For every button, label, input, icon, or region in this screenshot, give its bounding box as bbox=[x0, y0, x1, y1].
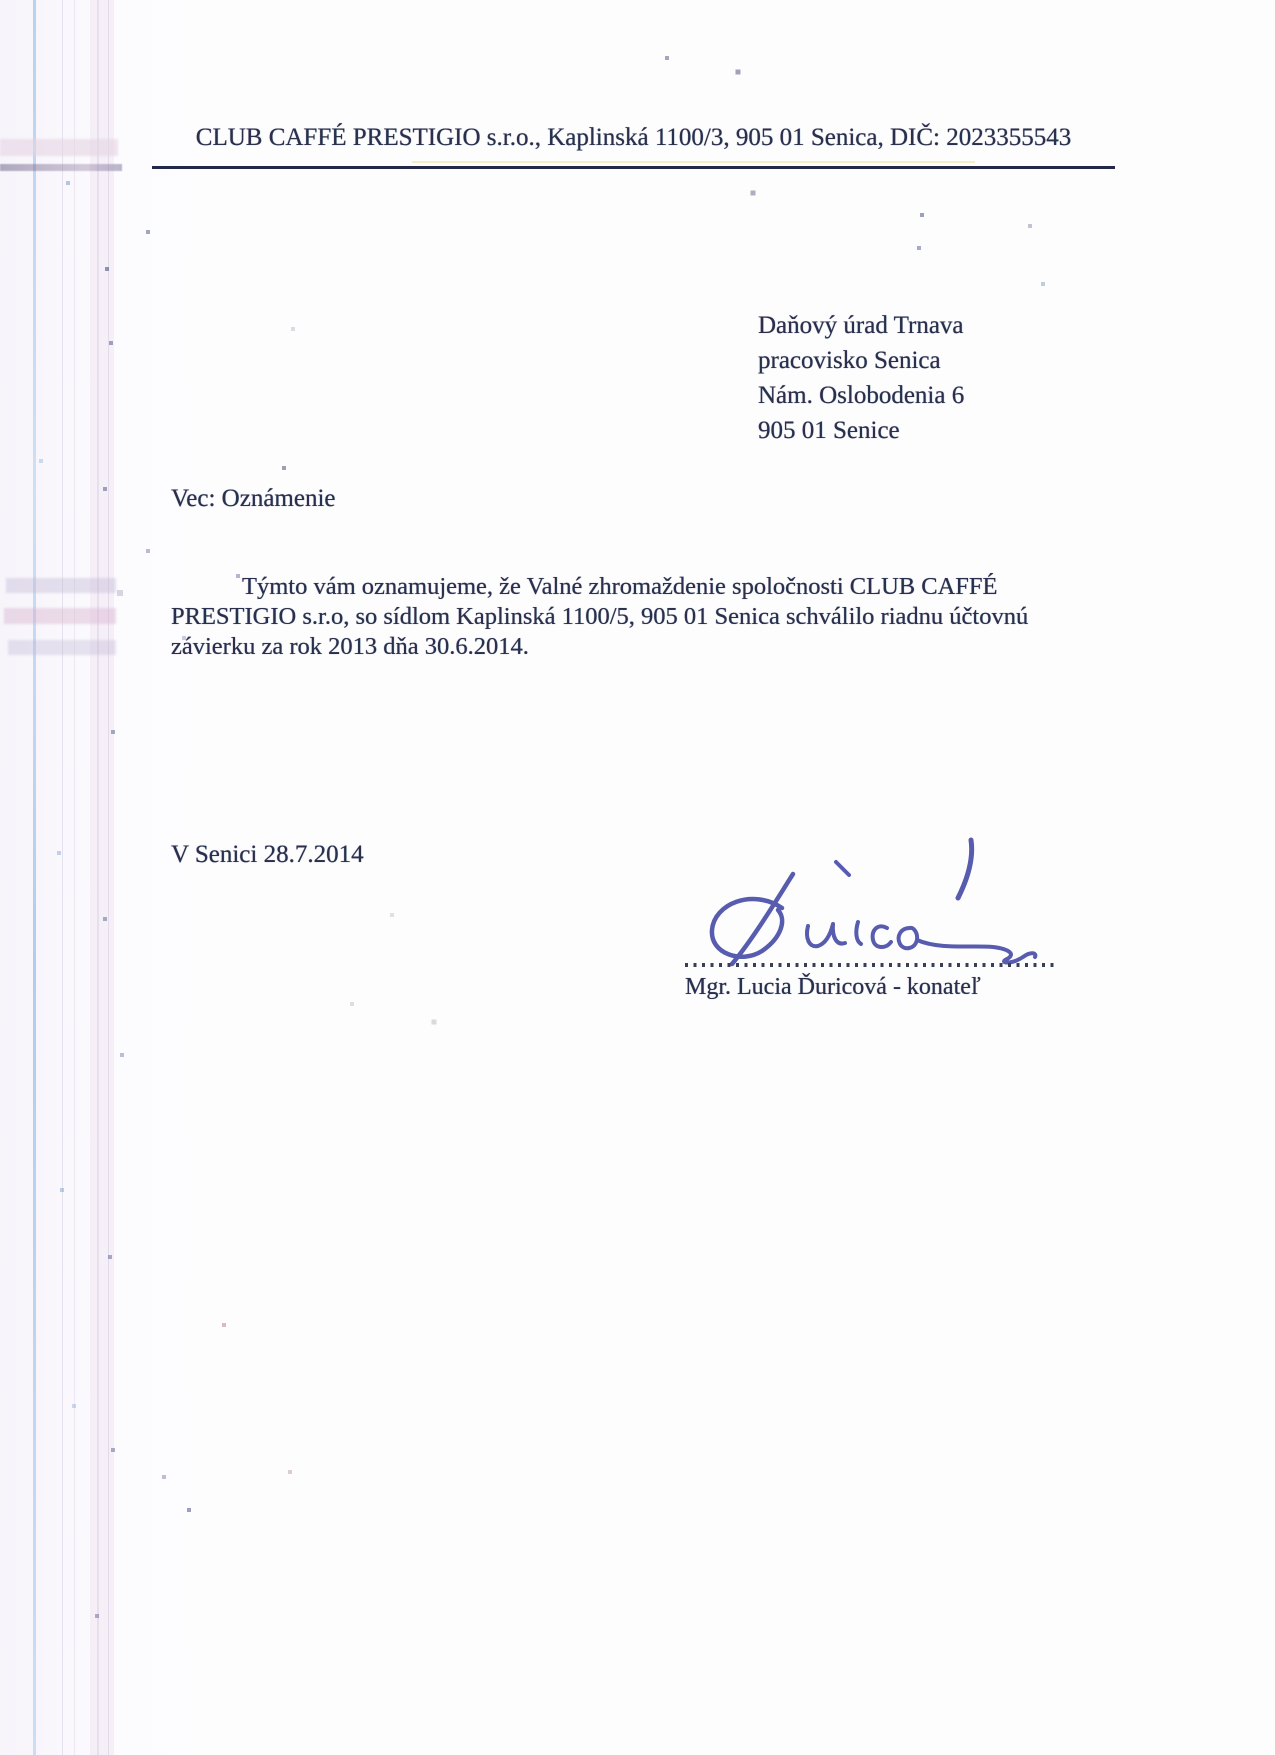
recipient-line: Nám. Oslobodenia 6 bbox=[758, 382, 965, 409]
scanner-smudge bbox=[0, 164, 122, 171]
body-line: Týmto vám oznamujeme, že Valné zhromaždenie spoločnosti CLUB CAFFÉ bbox=[242, 573, 998, 600]
scanner-smudge bbox=[6, 578, 116, 593]
recipient-line: 905 01 Senice bbox=[758, 417, 900, 444]
scanner-blue-line bbox=[33, 0, 36, 1755]
signature-dotted-line bbox=[685, 963, 1055, 967]
letterhead-company-line: CLUB CAFFÉ PRESTIGIO s.r.o., Kaplinská 1100/3, 905 01 Senica, DIČ: 2023355543 bbox=[152, 120, 1115, 169]
body-line: PRESTIGIO s.r.o, so sídlom Kaplinská 1100/5, 905 01 Senica schválilo riadnu účtovnú bbox=[171, 603, 1029, 630]
scanner-hairline bbox=[108, 0, 109, 1755]
recipient-line: pracovisko Senica bbox=[758, 347, 941, 374]
handwritten-signature bbox=[640, 828, 1060, 970]
scanner-streak-band bbox=[90, 0, 114, 1755]
scanner-hairline bbox=[97, 0, 99, 1755]
recipient-line: Daňový úrad Trnava bbox=[758, 312, 964, 339]
scanner-hairline bbox=[62, 0, 63, 1755]
place-date-line: V Senici 28.7.2014 bbox=[171, 841, 364, 868]
scanner-smudge bbox=[8, 640, 116, 655]
scanner-smudge bbox=[4, 608, 116, 624]
body-paragraph bbox=[171, 572, 1056, 662]
scanner-smudge bbox=[0, 139, 118, 156]
subject-line: Vec: Oznámenie bbox=[171, 485, 336, 512]
signatory-name-line: Mgr. Lucia Ďuricová - konateľ bbox=[685, 974, 981, 1000]
scanner-hairline bbox=[74, 0, 75, 1755]
noise-speckles bbox=[0, 0, 2, 2]
body-line: závierku za rok 2013 dňa 30.6.2014. bbox=[171, 633, 529, 660]
recipient-address-block bbox=[758, 308, 964, 448]
